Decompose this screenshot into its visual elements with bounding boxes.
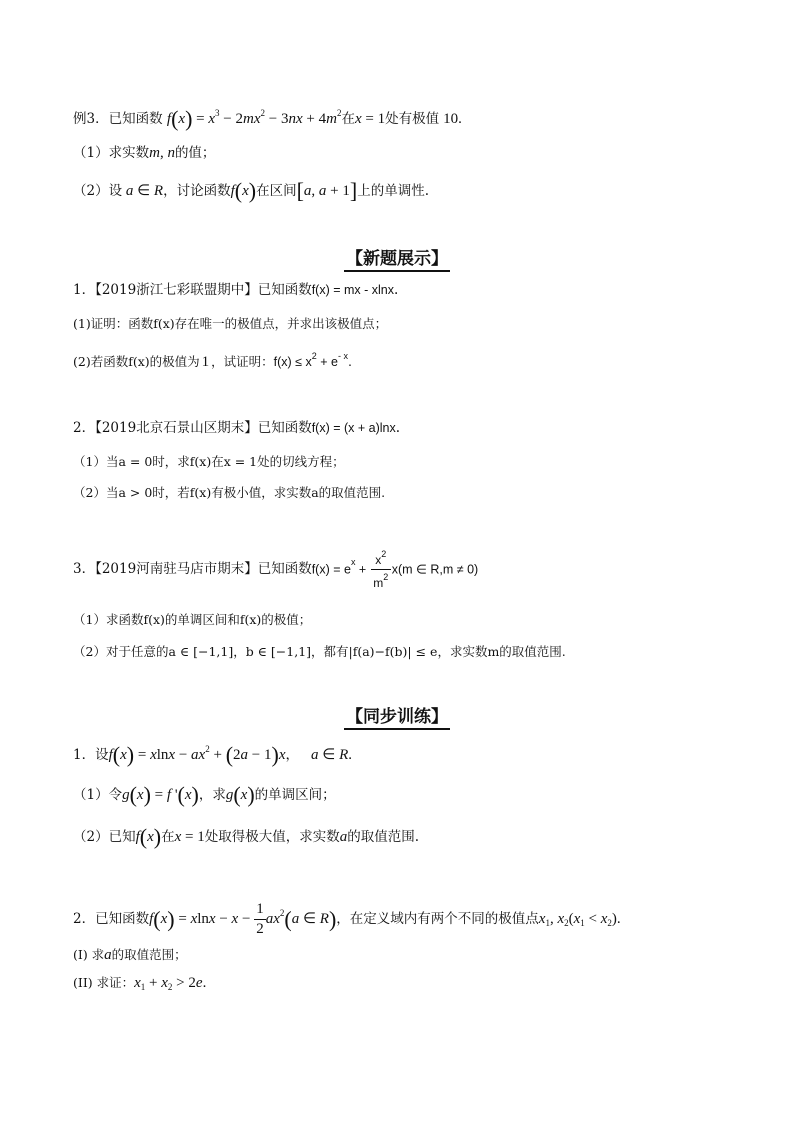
training-1-question-2: （2）已知f(x)在x = 1处取得极大值，求实数a的取值范围. xyxy=(73,824,420,849)
problem-3-fraction: $\frac{x^2}{m^2}$ xyxy=(371,550,391,589)
section-heading-new-problems: 【新题展示】 xyxy=(0,244,794,269)
example-3-question-1: （1）求实数m, n的值； xyxy=(73,145,216,161)
problem-2-statement: 2．【2019北京石景山区期末】已知函数f(x) = (x + a)lnx. xyxy=(73,420,401,436)
example-3-statement: 例3．已知函数 $f(x) = x^3 - 2mx^2 - 3nx + 4m^2$在x = 1处有极值 10. xyxy=(73,106,462,131)
problem-2-item-1: （1）当a = 0时，求f(x)在x = 1处的切线方程； xyxy=(73,454,345,469)
problem-3-item-1: （1）求函数f(x)的单调区间和f(x)的极值； xyxy=(73,612,312,627)
training-2-item-2: (II) 求证：$x_1 + x_2 > 2e$. xyxy=(73,975,207,992)
problem-1-item-1: (1)证明：函数f(x)存在唯一的极值点，并求出该极值点； xyxy=(73,316,388,331)
problem-2-item-2: （2）当a > 0时，若f(x)有极小值，求实数a的取值范围. xyxy=(73,485,386,500)
problem-3-item-2: （2）对于任意的a ∈ [−1,1]，b ∈ [−1,1]，都有|f(a)−f(b)| ≤ e，求实数m的取值范围. xyxy=(73,644,566,659)
training-1-statement: 1．设$f(x) = xlnx - ax^2 + (2a - 1)x$， a ∈ R. xyxy=(73,742,352,767)
section-heading-practice: 【同步训练】 xyxy=(0,702,794,727)
problem-1-item-2: (2)若函数f(x)的极值为 1 ，试证明：$f(x) \le x^2 + e^{- x}$. xyxy=(73,351,352,370)
example-3-question-2: （2）设 a ∈ R，讨论函数f(x)在区间[a, a + 1]上的单调性. xyxy=(73,178,430,203)
one-half-fraction: $\frac{1}{2}$ xyxy=(256,901,264,937)
training-2-item-1: (I) 求a的取值范围； xyxy=(73,947,187,963)
training-1-question-1: （1）令g(x) = f '(x)，求g(x)的单调区间； xyxy=(73,782,336,807)
training-2-statement: 2．已知函数f(x) = xlnx − x − $\frac{1}{2}$ $ax^2(a$ ∈ R)，在定义域内有两个不同的极值点$x_1$, $x_2(x_1 < x_2)$. xyxy=(73,901,621,937)
problem-3-statement: 3．【2019河南驻马店市期末】已知函数$f(x) = e^x$ + $\frac{x^2}{m^2}$ x(m ∈ R,m ≠ 0) xyxy=(73,549,479,590)
problem-1-statement: 1．【2019浙江七彩联盟期中】已知函数f(x) = mx - xlnx. xyxy=(73,282,399,298)
